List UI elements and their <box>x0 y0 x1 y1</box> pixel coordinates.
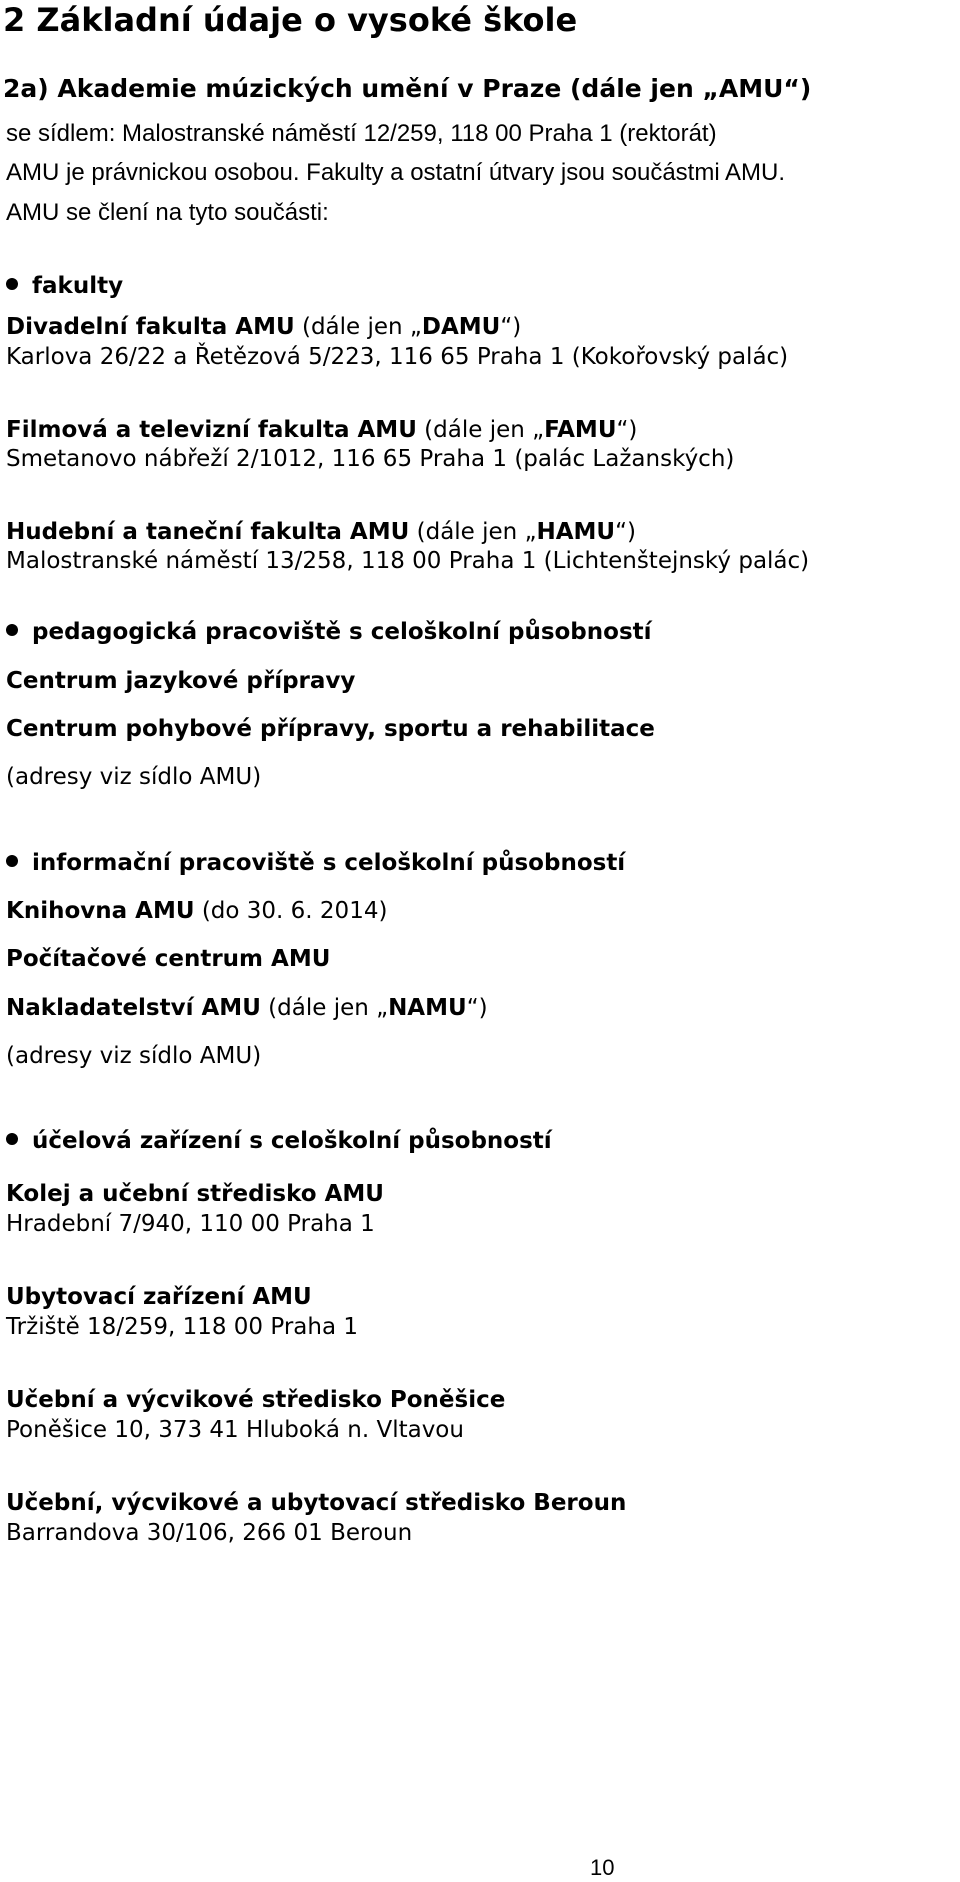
knihovna <box>6 896 387 926</box>
bullet-title: fakulty <box>32 273 124 299</box>
knihovna-note: (do 30. 6. 2014) <box>194 898 388 924</box>
faculty-hamu-address: Malostranské náměstí 13/258, 118 00 Praha 1 (Lichtenštejnský palác) <box>6 548 810 574</box>
ubytovaci-address: Tržiště 18/259, 118 00 Praha 1 <box>6 1314 359 1340</box>
faculty-famu-address: Smetanovo nábřeží 2/1012, 116 65 Praha 1 (palác Lažanských) <box>6 446 735 472</box>
paren-text: “) <box>466 995 488 1021</box>
centrum-jazykove: Centrum jazykové přípravy <box>6 668 356 694</box>
legal-status-text: AMU je právnickou osobou. Fakulty a ostatní útvary jsou součástmi AMU. <box>6 159 786 186</box>
bullet-icon <box>6 855 18 867</box>
beroun-address: Barrandova 30/106, 266 01 Beroun <box>6 1520 413 1546</box>
bullet-icon <box>6 1133 18 1145</box>
faculty-name: Divadelní fakulta AMU <box>6 314 295 340</box>
faculty-damu-name <box>6 312 521 342</box>
beroun-name: Učební, výcvikové a ubytovací středisko Beroun <box>6 1490 627 1516</box>
page-heading: 2 Základní údaje o vysoké škole <box>3 1 578 39</box>
bullet-fakulty <box>6 271 123 301</box>
faculty-abbr: DAMU <box>421 314 501 340</box>
faculty-abbr: HAMU <box>536 519 616 545</box>
ponesice-name: Učební a výcvikové středisko Poněšice <box>6 1387 506 1413</box>
paren-text: (dále jen „ <box>416 417 545 443</box>
university-heading: 2a) Akademie múzických umění v Praze (dále jen „AMU“) <box>3 74 812 103</box>
paren-text: “) <box>615 519 637 545</box>
ponesice-address: Poněšice 10, 373 41 Hluboká n. Vltavou <box>6 1417 464 1443</box>
bullet-icon <box>6 624 18 636</box>
faculty-name: Filmová a televizní fakulta AMU <box>6 417 417 443</box>
faculty-damu-address: Karlova 26/22 a Řetězová 5/223, 116 65 Praha 1 (Kokořovský palác) <box>6 344 789 370</box>
address-note: (adresy viz sídlo AMU) <box>6 764 262 790</box>
paren-text: (dále jen „ <box>260 995 389 1021</box>
nakladatelstvi-abbr: NAMU <box>388 995 467 1021</box>
bullet-informacni <box>6 848 625 878</box>
faculty-abbr: FAMU <box>544 417 617 443</box>
kolej-address: Hradební 7/940, 110 00 Praha 1 <box>6 1211 375 1237</box>
pocitacove-centrum: Počítačové centrum AMU <box>6 946 331 972</box>
paren-text: “) <box>616 417 638 443</box>
seat-address: se sídlem: Malostranské náměstí 12/259, 118 00 Praha 1 (rektorát) <box>6 120 717 147</box>
paren-text: (dále jen „ <box>294 314 422 340</box>
faculty-hamu-name <box>6 517 636 547</box>
ubytovaci-name: Ubytovací zařízení AMU <box>6 1284 312 1310</box>
faculty-name: Hudební a taneční fakulta AMU <box>6 519 410 545</box>
bullet-ucelova <box>6 1126 552 1156</box>
nakladatelstvi-name: Nakladatelství AMU <box>6 995 261 1021</box>
bullet-title: účelová zařízení s celoškolní působností <box>32 1128 552 1154</box>
knihovna-name: Knihovna AMU <box>6 898 195 924</box>
bullet-pedagogicka <box>6 617 652 647</box>
bullet-title: informační pracoviště s celoškolní působností <box>32 850 626 876</box>
address-note: (adresy viz sídlo AMU) <box>6 1043 262 1069</box>
paren-text: (dále jen „ <box>409 519 537 545</box>
components-intro: AMU se člení na tyto součásti: <box>6 199 329 226</box>
nakladatelstvi <box>6 993 488 1023</box>
kolej-name: Kolej a učební středisko AMU <box>6 1181 384 1207</box>
bullet-icon <box>6 278 18 290</box>
centrum-pohybove: Centrum pohybové přípravy, sportu a rehabilitace <box>6 716 655 742</box>
bullet-title: pedagogická pracoviště s celoškolní působností <box>32 619 652 645</box>
page-number: 10 <box>590 1855 615 1880</box>
paren-text: “) <box>500 314 522 340</box>
faculty-famu-name <box>6 415 637 445</box>
